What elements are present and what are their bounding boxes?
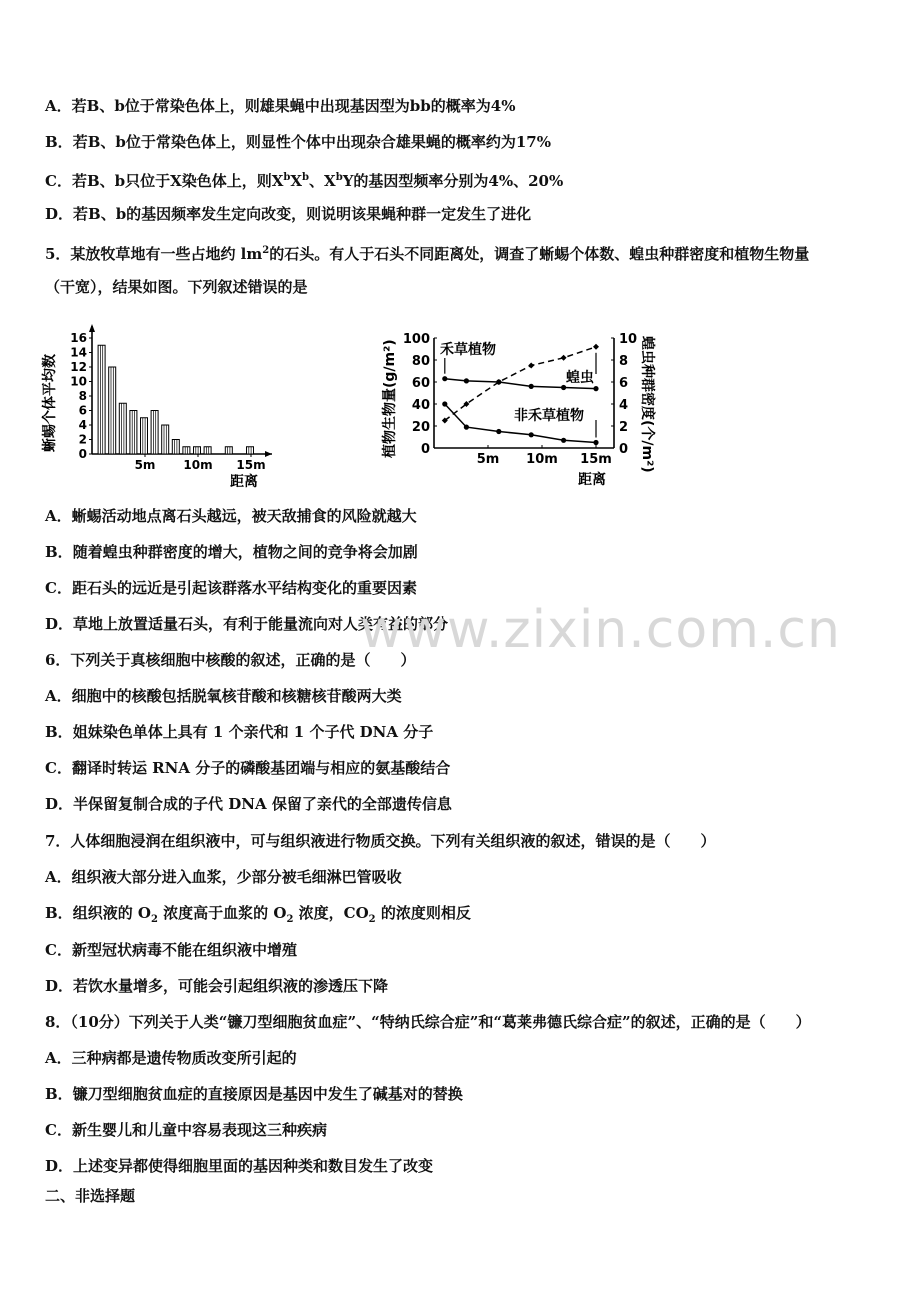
option-text-pre: 组织液的 O	[72, 904, 151, 922]
x-tick-label: 5m	[476, 452, 500, 467]
bar	[247, 447, 254, 454]
q7-option-a	[45, 867, 402, 887]
q4-option-c	[45, 168, 563, 191]
bar	[98, 345, 105, 454]
option-letter: A．	[45, 868, 72, 886]
option-letter: B．	[45, 1085, 73, 1103]
option-text: 随着蝗虫种群密度的增大，植物之间的竞争将会加剧	[72, 543, 418, 561]
x-axis-arrow	[265, 451, 272, 457]
bar	[204, 447, 211, 454]
option-text: 草地上放置适量石头，有利于能量流向对人类有益的部分	[73, 615, 449, 633]
x-axis-label: 距离	[230, 474, 258, 490]
x-tick-label: 15m	[580, 452, 612, 467]
series-label-locust: 蝗虫	[566, 370, 594, 386]
y-tick-label-left: 60	[411, 376, 430, 391]
y-tick-label-right: 8	[619, 354, 629, 369]
option-text-post: 的浓度则相反	[375, 904, 471, 922]
option-text: 距石头的远近是引起该群落水平结构变化的重要因素	[71, 579, 417, 597]
section-title: 二、非选择题	[45, 1187, 136, 1205]
bar	[141, 418, 148, 454]
bar	[151, 411, 158, 455]
stem-text: 5．某放牧草地有一些占地约 lm	[45, 245, 263, 263]
bar	[109, 367, 116, 454]
data-point	[442, 376, 447, 381]
option-text: 翻译时转运 RNA 分子的磷酸基团端与相应的氨基酸结合	[71, 759, 451, 777]
superscript: 2	[262, 245, 270, 256]
x-tick-label: 15m	[236, 458, 266, 472]
series-label-grass: 禾草植物	[440, 342, 496, 358]
option-text-mid: 、X	[309, 172, 336, 190]
y-tick-label: 2	[78, 432, 87, 447]
option-text-pre: 若B、b只位于X染色体上，则X	[71, 172, 284, 190]
data-point	[593, 344, 599, 350]
bar	[225, 447, 232, 454]
option-letter: C．	[45, 941, 72, 959]
biomass-line-chart	[378, 308, 658, 493]
option-letter: C．	[45, 1121, 72, 1139]
option-text-mid: 浓度，CO	[293, 904, 369, 922]
option-text: 半保留复制合成的子代 DNA 保留了亲代的全部遗传信息	[73, 795, 452, 813]
option-letter: D．	[45, 795, 74, 813]
x-tick-label: 10m	[526, 452, 558, 467]
superscript: b	[283, 172, 291, 183]
superscript: b	[335, 172, 343, 183]
option-letter: C．	[45, 759, 72, 777]
y-tick-label-left: 40	[411, 398, 430, 413]
lizard-bar-chart	[40, 318, 280, 493]
q8-option-b	[45, 1084, 463, 1104]
q5-stem	[45, 241, 809, 264]
q5-option-a	[45, 506, 417, 526]
superscript: b	[302, 172, 310, 183]
y-tick-label: 14	[70, 345, 87, 360]
y-tick-label-left: 20	[411, 420, 430, 435]
q5-option-b	[45, 542, 418, 562]
y-tick-label-right: 2	[619, 420, 629, 435]
y-axis-label: 蜥蜴个体平均数	[42, 354, 58, 452]
y-tick-label-right: 4	[619, 398, 629, 413]
data-point	[464, 378, 469, 383]
q7-option-b	[45, 903, 471, 930]
data-point	[529, 384, 534, 389]
y-tick-label-right: 6	[619, 376, 629, 391]
x-tick-label: 10m	[183, 458, 213, 472]
data-point	[528, 363, 534, 369]
q6-option-d	[45, 794, 452, 814]
option-letter: B．	[45, 723, 73, 741]
y-tick-label: 16	[70, 331, 87, 345]
option-text-mid: 浓度高于血浆的 O	[157, 904, 287, 922]
q4-option-b	[45, 132, 551, 152]
bar	[183, 447, 190, 454]
q5-option-c	[45, 578, 417, 598]
option-letter: C．	[45, 172, 72, 190]
subscript: 2	[150, 914, 158, 925]
data-point	[442, 401, 447, 406]
x-axis-label: 距离	[578, 472, 606, 488]
y-tick-label: 4	[78, 418, 87, 432]
option-letter: A．	[45, 507, 72, 525]
q4-option-a	[45, 96, 515, 116]
option-text: 镰刀型细胞贫血症的直接原因是基因中发生了碱基对的替换	[72, 1085, 463, 1103]
option-letter: A．	[45, 1049, 72, 1067]
y-axis-label-left: 植物生物量(g/m²)	[382, 339, 398, 458]
q7-stem: 7．人体细胞浸润在组织液中，可与组织液进行物质交换。下列有关组织液的叙述，错误的是（ ）	[45, 832, 716, 850]
option-letter: D．	[45, 615, 74, 633]
option-text: 若B、b的基因频率发生定向改变，则说明该果蝇种群一定发生了进化	[73, 205, 532, 223]
bar	[130, 411, 137, 455]
option-text: 三种病都是遗传物质改变所引起的	[71, 1049, 297, 1067]
q6-option-b	[45, 722, 433, 742]
y-tick-label: 12	[70, 360, 87, 374]
data-point	[496, 429, 501, 434]
data-point	[561, 438, 566, 443]
bar	[162, 425, 169, 454]
option-text: 上述变异都使得细胞里面的基因种类和数目发生了改变	[73, 1157, 434, 1175]
option-letter: B．	[45, 543, 73, 561]
bar	[172, 440, 179, 455]
data-point	[464, 425, 469, 430]
y-tick-label-left: 0	[420, 442, 430, 457]
option-text-mid: X	[290, 172, 303, 190]
y-tick-label-right: 10	[619, 332, 638, 347]
subscript: 2	[286, 914, 294, 925]
q6-option-c	[45, 758, 450, 778]
y-tick-label: 10	[70, 374, 87, 389]
option-text: 新型冠状病毒不能在组织液中增殖	[71, 941, 297, 959]
option-text: 姐妹染色单体上具有 1 个亲代和 1 个子代 DNA 分子	[72, 723, 434, 741]
option-letter: D．	[45, 977, 74, 995]
option-letter: B．	[45, 133, 73, 151]
q8-option-a	[45, 1048, 297, 1068]
option-letter: B．	[45, 904, 73, 922]
q6-option-a	[45, 686, 402, 706]
q8-option-d	[45, 1156, 433, 1176]
option-text: 新生婴儿和儿童中容易表现这三种疾病	[71, 1121, 327, 1139]
data-point	[561, 355, 567, 361]
option-letter: D．	[45, 1157, 74, 1175]
option-text: 若B、b位于常染色体上，则雄果蝇中出现基因型为bb的概率为4%	[71, 97, 516, 115]
option-text: 细胞中的核酸包括脱氧核苷酸和核糖核苷酸两大类	[71, 687, 402, 705]
q7-option-c	[45, 940, 297, 960]
y-tick-label-left: 80	[411, 354, 430, 369]
y-axis-label-right: 蝗虫种群密度(个/m²)	[639, 336, 655, 473]
bar	[119, 403, 126, 454]
data-point	[593, 440, 598, 445]
q7-option-d	[45, 976, 388, 996]
y-tick-label: 6	[78, 403, 87, 418]
option-letter: A．	[45, 687, 72, 705]
y-axis-arrow	[89, 324, 95, 332]
subscript: 2	[368, 914, 376, 925]
data-point	[529, 432, 534, 437]
option-text-post: Y的基因型频率分别为4%、20%	[342, 172, 564, 190]
y-tick-label: 8	[78, 389, 87, 403]
option-text: 组织液大部分进入血浆，少部分被毛细淋巴管吸收	[71, 868, 402, 886]
q8-stem: 8．（10分）下列关于人类“镰刀型细胞贫血症”、“特纳氏综合症”和“葛莱弗德氏综合症”的叙述，正确的是（ ）	[45, 1013, 811, 1031]
series-label-nongrass: 非禾草植物	[514, 408, 584, 424]
q4-option-d	[45, 204, 531, 224]
y-tick-label: 0	[78, 447, 87, 461]
q6-stem: 6．下列关于真核细胞中核酸的叙述，正确的是（ ）	[45, 651, 416, 669]
option-letter: A．	[45, 97, 72, 115]
option-letter: D．	[45, 205, 74, 223]
option-text: 若B、b位于常染色体上，则显性个体中出现杂合雄果蝇的概率约为17%	[72, 133, 551, 151]
watermark: www.zixin.com.cn	[360, 600, 841, 660]
y-tick-label-right: 0	[619, 442, 629, 457]
data-point	[593, 386, 598, 391]
x-tick-label: 5m	[134, 458, 156, 472]
q5-stem-line2: （干宽），结果如图。下列叙述错误的是	[45, 278, 308, 296]
option-text: 若饮水量增多，可能会引起组织液的渗透压下降	[73, 977, 389, 995]
y-tick-label-left: 100	[402, 332, 430, 347]
stem-text: 的石头。有人于石头不同距离处，调查了蜥蜴个体数、蝗虫种群密度和植物生物量	[269, 245, 810, 263]
option-text: 蜥蜴活动地点离石头越远，被天敌捕食的风险就越大	[71, 507, 417, 525]
option-letter: C．	[45, 579, 72, 597]
q8-option-c	[45, 1120, 327, 1140]
bar	[194, 447, 201, 454]
